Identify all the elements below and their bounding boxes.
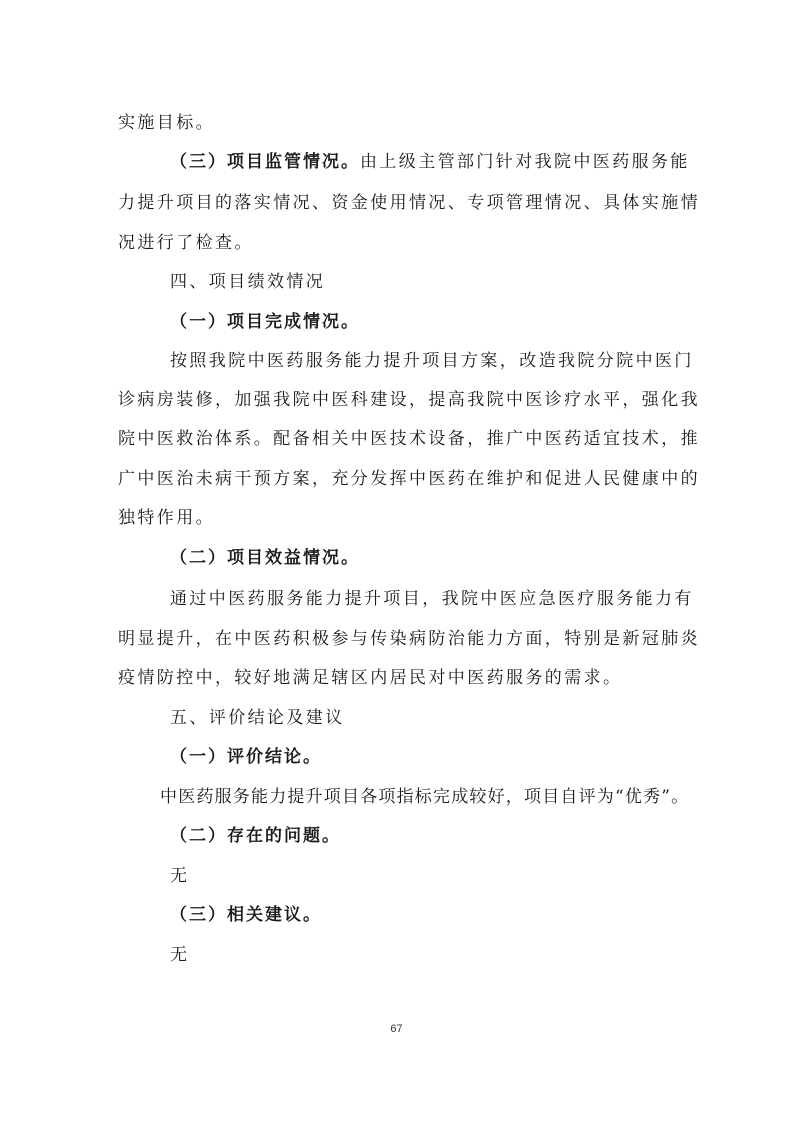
section-heading: 四、项目绩效情况 — [170, 272, 326, 292]
paragraph-line: 通过中医药服务能力提升项目，我院中医应急医疗服务能力有 — [170, 589, 694, 609]
subsection-heading: （三）相关建议。 — [170, 905, 322, 925]
subsection-heading: （一）项目完成情况。 — [170, 312, 360, 332]
paragraph-line: 况进行了检查。 — [118, 233, 254, 253]
paragraph-text: 由上级主管部门针对我院中医药服务能 — [360, 152, 690, 172]
subsection-heading: （一）评价结论。 — [170, 747, 322, 767]
paragraph-line: 无 — [170, 866, 190, 886]
paragraph-line: 实施目标。 — [118, 113, 215, 133]
subsection-heading: （二）项目效益情况。 — [170, 548, 360, 568]
paragraph-line: 诊病房装修，加强我院中医科建设，提高我院中医诊疗水平，强化我 — [118, 390, 700, 410]
section-heading: 五、评价结论及建议 — [170, 708, 345, 728]
subsection-heading: （二）存在的问题。 — [170, 826, 341, 846]
page-number: 67 — [390, 1023, 403, 1035]
section-line — [170, 150, 690, 174]
paragraph-line: 独特作用。 — [118, 508, 215, 528]
paragraph-line: 按照我院中医药服务能力提升项目方案，改造我院分院中医门 — [170, 351, 694, 371]
paragraph-line: 明显提升，在中医药积极参与传染病防治能力方面，特别是新冠肺炎 — [118, 629, 700, 649]
paragraph-line: 广中医治未病干预方案，充分发挥中医药在维护和促进人民健康中的 — [118, 469, 700, 489]
paragraph-line: 疫情防控中，较好地满足辖区内居民对中医药服务的需求。 — [118, 668, 623, 688]
paragraph-line: 无 — [170, 945, 190, 965]
subsection-heading: （三）项目监管情况。 — [170, 152, 360, 172]
paragraph-line: 力提升项目的落实情况、资金使用情况、专项管理情况、具体实施情 — [118, 193, 700, 213]
paragraph-line: 中医药服务能力提升项目各项指标完成较好，项目自评为“优秀”。 — [160, 787, 690, 807]
paragraph-line: 院中医救治体系。配备相关中医技术设备，推广中医药适宜技术，推 — [118, 429, 700, 449]
